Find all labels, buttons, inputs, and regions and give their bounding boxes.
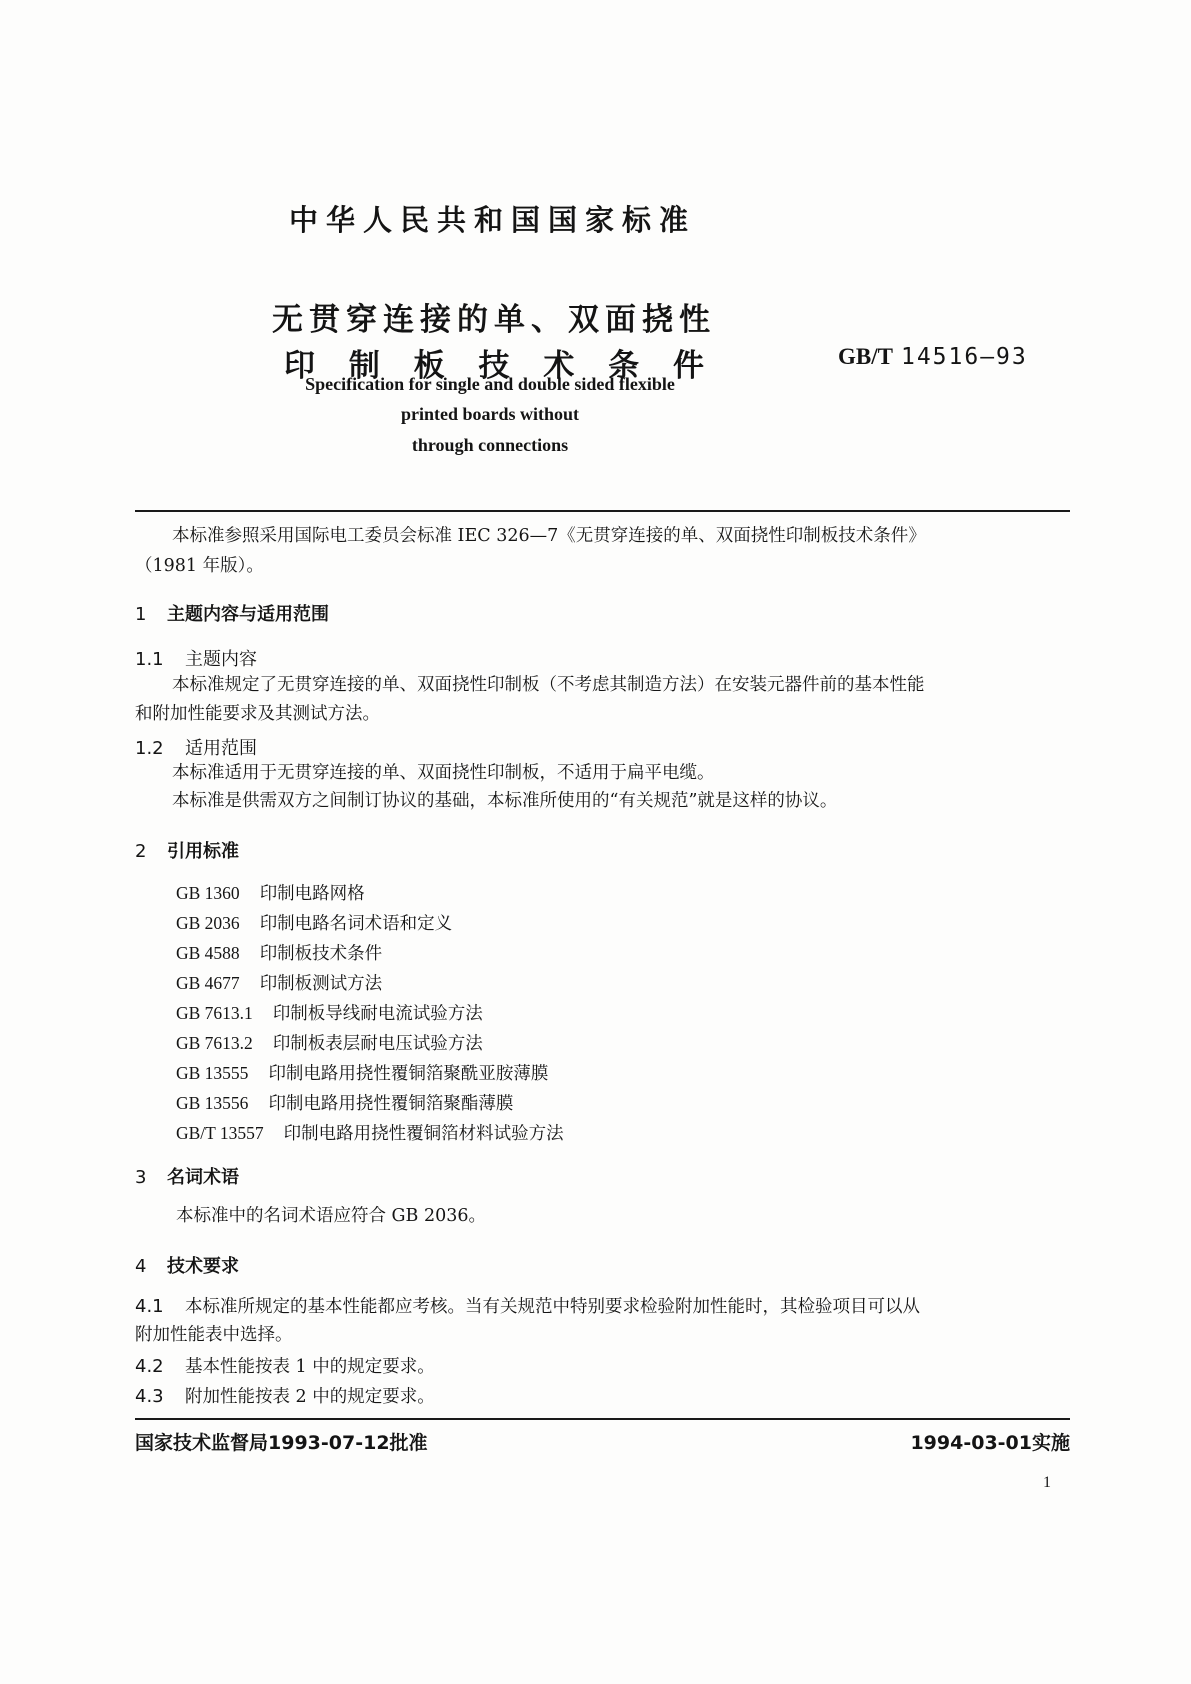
section-number: 1.1: [135, 649, 164, 670]
reference-title: 印制电路用挠性覆铜箔材料试验方法: [283, 1124, 564, 1144]
reference-code: GB 4588: [176, 943, 240, 963]
intro-line1: 本标准参照采用国际电工委员会标准 IEC 326—7《无贯穿连接的单、双面挠性印制板技术条件》: [172, 526, 926, 546]
reference-item: [176, 910, 452, 935]
section-title: 名词术语: [167, 1167, 239, 1188]
title-char: 技: [478, 348, 510, 384]
section-number: 4: [135, 1256, 147, 1277]
reference-title: 印制电路用挠性覆铜箔聚酯薄膜: [268, 1094, 514, 1114]
section-3-text: 本标准中的名词术语应符合 GB 2036。: [176, 1206, 487, 1226]
reference-title: 印制板表层耐电压试验方法: [272, 1034, 483, 1054]
section-1-2-heading: [135, 734, 257, 760]
english-title-line1: Specification for single and double sided flexible: [305, 374, 675, 394]
section-4-1-line1: [135, 1298, 920, 1317]
reference-title: 印制板技术条件: [259, 944, 383, 964]
standard-prefix: GB/T: [838, 344, 893, 369]
title-char: 条: [608, 348, 640, 384]
national-standard-title: 中华人民共和国国家标准: [288, 203, 696, 237]
title-char: 制: [348, 348, 380, 384]
section-1-1-heading: [135, 645, 257, 671]
section-4-2: [135, 1358, 435, 1377]
section-3-heading: [135, 1163, 239, 1189]
reference-title: 印制板测试方法: [259, 974, 383, 994]
standard-code: 14516—93: [900, 344, 1028, 370]
reference-item: [176, 1060, 548, 1085]
section-1-1-line2: 和附加性能要求及其测试方法。: [135, 704, 380, 724]
reference-code: GB 7613.1: [176, 1003, 253, 1023]
reference-item: [176, 1090, 513, 1115]
title-char: 术: [543, 348, 575, 384]
reference-title: 印制电路网格: [259, 884, 365, 904]
reference-title: 印制电路用挠性覆铜箔聚酰亚胺薄膜: [268, 1064, 549, 1084]
reference-code: GB 4677: [176, 973, 240, 993]
section-1-2-line2: 本标准是供需双方之间制订协议的基础，本标准所使用的“有关规范”就是这样的协议。: [172, 791, 838, 811]
section-4-3: [135, 1388, 435, 1407]
section-number: 3: [135, 1167, 147, 1188]
reference-code: GB/T 13557: [176, 1123, 264, 1143]
reference-code: GB 13555: [176, 1063, 249, 1083]
approval-date: 国家技术监督局1993-07-12批准: [135, 1432, 428, 1454]
title-char: 印: [284, 348, 315, 384]
section-title: 主题内容: [185, 649, 257, 670]
reference-title: 印制板导线耐电流试验方法: [272, 1004, 483, 1024]
section-title: 主题内容与适用范围: [167, 604, 329, 625]
reference-code: GB 13556: [176, 1093, 249, 1113]
reference-code: GB 7613.2: [176, 1033, 253, 1053]
reference-item: [176, 970, 382, 995]
bottom-divider: [135, 1418, 1070, 1420]
reference-item: [176, 880, 365, 905]
section-4-3-text: 附加性能按表 2 中的规定要求。: [185, 1387, 435, 1407]
section-1-2-line1: 本标准适用于无贯穿连接的单、双面挠性印制板，不适用于扁平电缆。: [172, 763, 715, 783]
reference-code: GB 2036: [176, 913, 240, 933]
section-4-2-text: 基本性能按表 1 中的规定要求。: [185, 1357, 435, 1377]
section-2-heading: [135, 837, 239, 863]
top-divider: [135, 510, 1070, 512]
reference-code: GB 1360: [176, 883, 240, 903]
standard-number: [838, 344, 1028, 370]
section-number: 4.3: [135, 1386, 164, 1407]
effective-date: 1994-03-01实施: [910, 1432, 1070, 1454]
title-char: 件: [672, 348, 704, 384]
reference-item: [176, 940, 382, 965]
reference-item: [176, 1120, 564, 1145]
english-title-line3: through connections: [411, 435, 569, 455]
section-number: 1.2: [135, 738, 164, 759]
page-number: 1: [1043, 1474, 1051, 1491]
section-1-heading: [135, 600, 329, 626]
section-number: 1: [135, 604, 147, 625]
section-number: 4.2: [135, 1356, 164, 1377]
document-title-line1: 无贯穿连接的单、双面挠性: [272, 302, 716, 338]
intro-line2: （1981 年版）。: [135, 556, 264, 576]
section-title: 引用标准: [167, 841, 239, 862]
section-4-1-line2: 附加性能表中选择。: [135, 1325, 293, 1345]
section-title: 技术要求: [167, 1256, 239, 1277]
section-4-1-text: 本标准所规定的基本性能都应考核。当有关规范中特别要求检验附加性能时，其检验项目可以从: [185, 1297, 920, 1317]
reference-item: [176, 1000, 483, 1025]
section-number: 2: [135, 841, 147, 862]
section-1-1-line1: 本标准规定了无贯穿连接的单、双面挠性印制板（不考虑其制造方法）在安装元器件前的基本性能: [172, 675, 925, 695]
section-title: 适用范围: [185, 738, 257, 759]
section-number: 4.1: [135, 1296, 164, 1317]
title-char: 板: [413, 348, 445, 384]
english-title-line2: printed boards without: [400, 404, 580, 424]
reference-item: [176, 1030, 483, 1055]
reference-title: 印制电路名词术语和定义: [259, 914, 453, 934]
section-4-heading: [135, 1252, 239, 1278]
